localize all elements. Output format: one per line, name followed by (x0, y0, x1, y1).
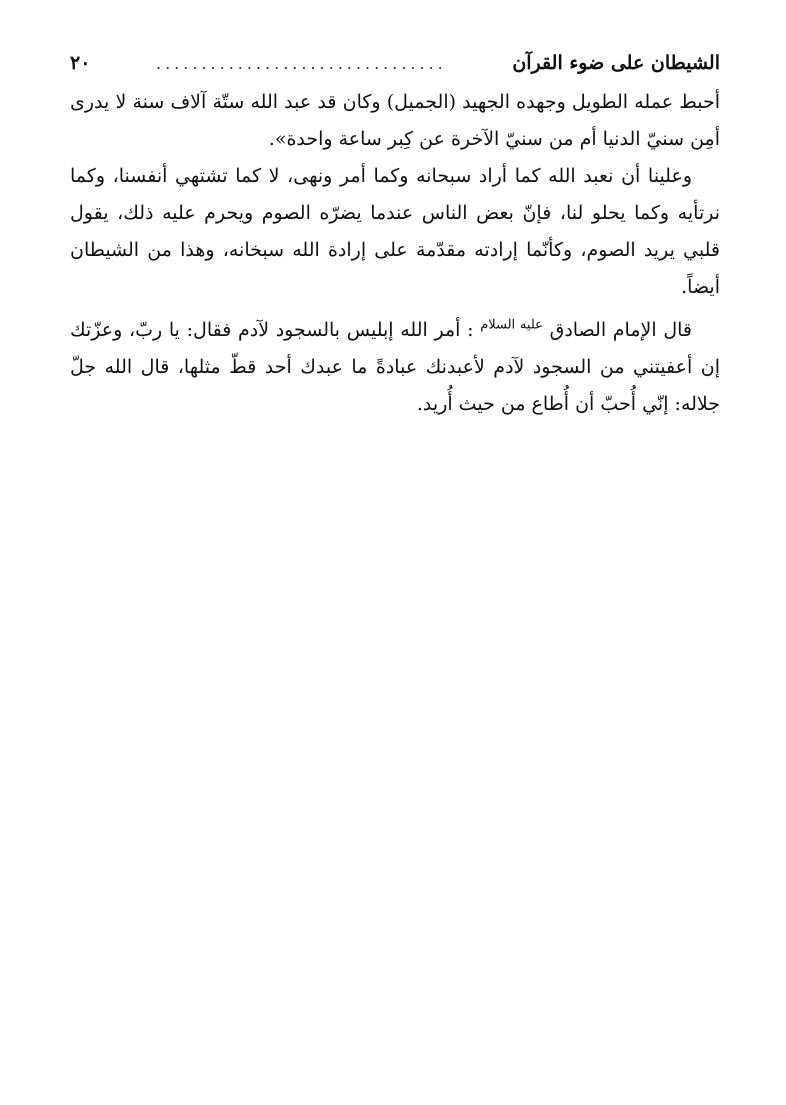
paragraph-1: أحبط عمله الطويل وجهده الجهيد (الجميل) وكان قد عبد الله ستّة آلاف سنة لا يدرى أمِن سنيّ الدنيا أم من سنيّ الآخرة عن كِبر ساعة واحدة». (70, 91, 720, 150)
paragraph-3 (70, 312, 720, 423)
running-header (70, 48, 720, 78)
paragraph-3-lead: قال الإمام الصادق (549, 319, 692, 341)
paragraph-2: وعلينا أن نعبد الله كما أراد سبحانه وكما أمر ونهى، لا كما تشتهي أنفسنا، وكما نرتأيه وكما يحلو لنا، فإنّ بعض الناس عندما يضرّه الصوم ويحرم عليه ذلك، يقول قلبي يريد الصوم، وكأنّما إرادته مقدّمة على إرادة الله سبخانه، وهذا من الشيطان أيضاً. (70, 165, 720, 298)
running-header-title: الشيطان على ضوء القرآن (512, 52, 720, 74)
page-number: ٢٠ (70, 52, 91, 74)
honorific-symbol: عليه السلام (480, 317, 543, 333)
paragraph-3-body: : أمر الله إبليس بالسجود لآدم فقال: يا ربّ، وعزّتك إن أعفيتني من السجود لآدم لأعبدنك عبادةً ما عبدك أحد قطّ مثلها، قال الله جلّ جلاله: إنّي أُحبّ أن أُطاع من حيث أُريد. (70, 319, 720, 415)
header-leader-dots: ................................ (156, 54, 447, 73)
book-page (70, 48, 720, 423)
